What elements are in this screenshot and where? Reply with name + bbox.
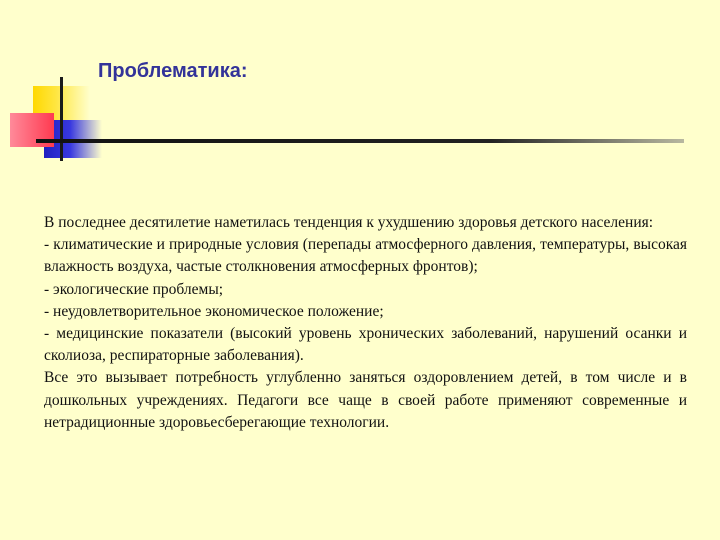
list-item-ecology: - экологические проблемы; bbox=[44, 280, 224, 298]
slide-body bbox=[44, 212, 687, 434]
slide-title: Проблематика: bbox=[98, 60, 248, 82]
paragraph-conclusion: Все это вызывает потребность углубленно заняться оздоровлением детей, в том числе и в дошкольных учреждениях. Педагоги все чаще в своей работе применяют современные и нетрадиционные здоровьесберегающие технологии. bbox=[44, 369, 687, 431]
list-item-economy: - неудовлетворительное экономическое положение; bbox=[44, 302, 384, 320]
title-underline bbox=[36, 139, 684, 143]
list-item-medical: - медицинские показатели (высокий уровень хронических заболеваний, нарушений осанки и сколиоза, респираторные заболевания). bbox=[44, 325, 687, 365]
decor-vertical-line bbox=[60, 77, 63, 161]
list-item-climate: - климатические и природные условия (перепады атмосферного давления, температуры, высокая влажность воздуха, частые столкновения атмосферных фронтов); bbox=[44, 236, 687, 276]
paragraph-intro: В последнее десятилетие наметилась тенденция к ухудшению здоровья детского населения: bbox=[44, 214, 654, 231]
